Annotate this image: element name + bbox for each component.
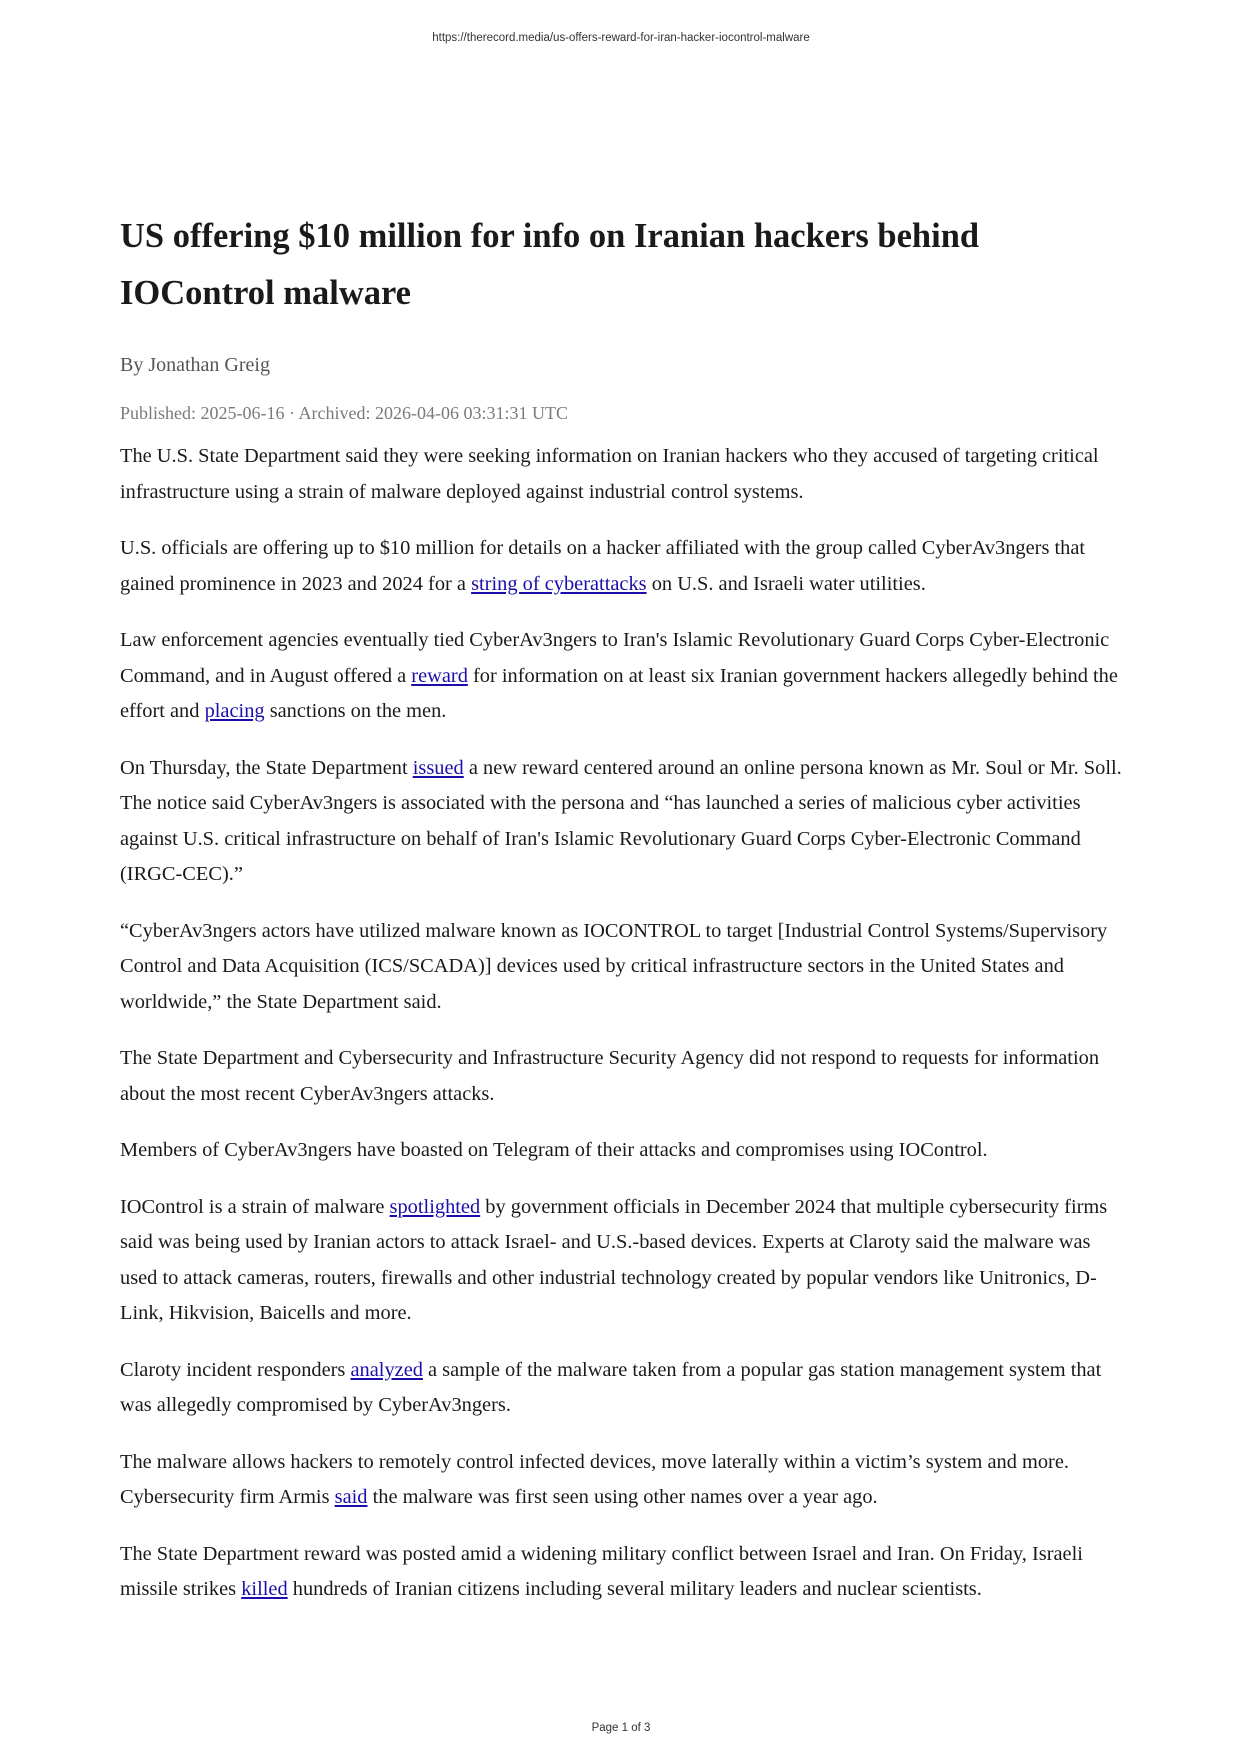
link-placing[interactable]: placing bbox=[204, 700, 265, 722]
paragraph-6: The State Department and Cybersecurity and Infrastructure Security Agency did not respond to requests for information about the most recent CyberAv3ngers attacks. bbox=[120, 1047, 1100, 1105]
link-killed[interactable]: killed bbox=[241, 1578, 288, 1600]
paragraph-9: Claroty incident responders analyzed a sample of the malware taken from a popular gas station management system that was allegedly compromised by CyberAv3ngers. bbox=[120, 1358, 1102, 1416]
article bbox=[120, 208, 1130, 1608]
published-date: Published: 2025-06-16 · Archived: 2026-04-06 03:31:31 UTC bbox=[120, 403, 568, 423]
article-title-line1: US offering $10 million for info on Iranian hackers behind bbox=[120, 217, 980, 255]
link-said[interactable]: said bbox=[334, 1486, 368, 1508]
page-number: Page 1 of 3 bbox=[591, 1722, 651, 1734]
paragraph-10: The malware allows hackers to remotely control infected devices, move laterally within a victim’s system and more. Cybersecurity firm Armis said the malware was first seen using other names over a year ago. bbox=[120, 1450, 1069, 1508]
page-url: https://therecord.media/us-offers-reward-for-iran-hacker-iocontrol-malware bbox=[432, 32, 810, 44]
article-title-line2: IOControl malware bbox=[120, 274, 411, 312]
paragraph-2: U.S. officials are offering up to $10 million for details on a hacker affiliated with the group called CyberAv3ngers that gained prominence in 2023 and 2024 for a string of cyberattacks on U.S. and Israeli water utilities. bbox=[120, 537, 1086, 595]
paragraph-7: Members of CyberAv3ngers have boasted on Telegram of their attacks and compromises using IOControl. bbox=[120, 1139, 988, 1161]
link-string-of-cyberattacks[interactable]: string of cyberattacks bbox=[471, 572, 647, 595]
link-analyzed[interactable]: analyzed bbox=[350, 1358, 423, 1381]
article-title bbox=[120, 208, 1130, 322]
paragraph-1: The U.S. State Department said they were seeking information on Iranian hackers who they accused of targeting critical infrastructure using a strain of malware deployed against industrial control systems. bbox=[120, 445, 1099, 503]
link-spotlighted[interactable]: spotlighted bbox=[389, 1195, 481, 1218]
paragraph-3: Law enforcement agencies eventually tied CyberAv3ngers to Iran's Islamic Revolutionary Guard Corps Cyber-Electronic Command, and in August offered a reward for information on at least six Iranian government hackers allegedly behind the effort and placing sanctions on the men. bbox=[120, 629, 1118, 722]
byline: By Jonathan Greig bbox=[120, 354, 270, 376]
link-reward[interactable]: reward bbox=[411, 664, 468, 687]
paragraph-8: IOControl is a strain of malware spotlighted by government officials in December 2024 that multiple cybersecurity firms said was being used by Iranian actors to attack Israel- and U.S.-based devices. Experts at Claroty said the malware was used to attack cameras, routers, firewalls and other industrial technology created by popular vendors like Unitronics, D-Link, Hikvision, Baicells and more. bbox=[120, 1195, 1108, 1324]
paragraph-5: “CyberAv3ngers actors have utilized malware known as IOCONTROL to target [Industrial Control Systems/Supervisory Control and Data Acquisition (ICS/SCADA)] devices used by critical infrastructure sectors in the United States and worldwide,” the State Department said. bbox=[120, 919, 1108, 1013]
paragraph-4: On Thursday, the State Department issued a new reward centered around an online persona known as Mr. Soul or Mr. Soll. The notice said CyberAv3ngers is associated with the persona and “has launched a series of malicious cyber activities against U.S. critical infrastructure on behalf of Iran's Islamic Revolutionary Guard Corps Cyber-Electronic Command (IRGC-CEC).” bbox=[120, 756, 1122, 885]
paragraph-11: The State Department reward was posted amid a widening military conflict between Israel and Iran. On Friday, Israeli missile strikes killed hundreds of Iranian citizens including several military leaders and nuclear scientists. bbox=[120, 1542, 1083, 1600]
link-issued[interactable]: issued bbox=[412, 756, 464, 779]
